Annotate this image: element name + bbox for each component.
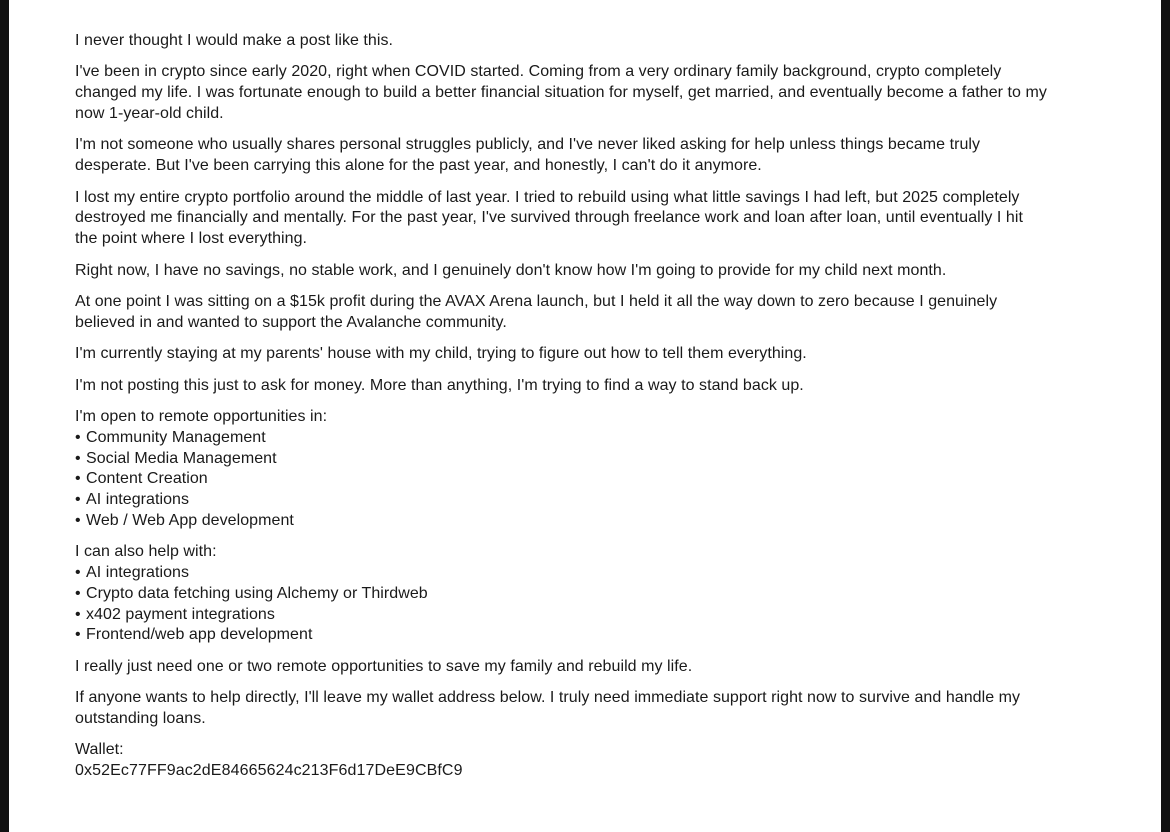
help-with-list (75, 563, 1105, 646)
remote-opportunities-section (75, 407, 1105, 532)
list-item: • AI integrations (75, 563, 1105, 584)
list-item: • Crypto data fetching using Alchemy or Thirdweb (75, 584, 1105, 605)
paragraph-struggles: I'm not someone who usually shares personal struggles publicly, and I've never liked asking for help unless things became truly desperate. But I've been carrying this alone for the past year, and honestly, I can't do it anymore. (75, 136, 981, 175)
paragraph-opening: I never thought I would make a post like this. (75, 32, 394, 49)
help-with-heading: I can also help with: (75, 543, 217, 561)
remote-opportunities-heading: I'm open to remote opportunities in: (75, 407, 328, 425)
right-dark-edge (1161, 0, 1170, 832)
paragraph-wallet-intro: If anyone wants to help directly, I'll leave my wallet address below. I truly need immediate support right now to survive and handle my outstanding loans. (75, 689, 1021, 728)
list-item: • Social Media Management (75, 449, 1105, 470)
list-item: • Web / Web App development (75, 511, 1105, 532)
paragraph-loss: I lost my entire crypto portfolio around the middle of last year. I tried to rebuild using what little savings I had left, but 2025 completely destroyed me financially and mentally. For the past year, I've survived through freelance work and loan after loan, until eventually I hit the point where I lost everything. (75, 188, 1023, 248)
remote-opportunities-list (75, 428, 1105, 532)
list-item: • x402 payment integrations (75, 605, 1105, 626)
left-dark-edge (0, 0, 9, 832)
list-item: • Frontend/web app development (75, 625, 1105, 646)
paragraph-need-opportunities: I really just need one or two remote opportunities to save my family and rebuild my life. (75, 657, 693, 675)
help-with-section (75, 542, 1105, 646)
wallet-section (75, 740, 1105, 782)
list-item: • Content Creation (75, 469, 1105, 490)
paragraph-stand-back-up: I'm not posting this just to ask for money. More than anything, I'm trying to find a way to stand back up. (75, 376, 804, 394)
paragraph-background: I've been in crypto since early 2020, right when COVID started. Coming from a very ordinary family background, crypto completely changed my life. I was fortunate enough to build a better financial situation for myself, get married, and eventually become a father to my now 1-year-old child. (75, 63, 1047, 122)
list-item: • AI integrations (75, 490, 1105, 511)
list-item: • Community Management (75, 428, 1105, 449)
paragraph-parents-house: I'm currently staying at my parents' house with my child, trying to figure out how to tell them everything. (75, 345, 807, 363)
paragraph-current-situation: Right now, I have no savings, no stable work, and I genuinely don't know how I'm going to provide for my child next month. (75, 261, 947, 279)
paragraph-avax-arena: At one point I was sitting on a $15k profit during the AVAX Arena launch, but I held it all the way down to zero because I genuinely believed in and wanted to support the Avalanche community. (75, 292, 998, 331)
post-document (75, 31, 1105, 782)
wallet-address: 0x52Ec77FF9ac2dE84665624c213F6d17DeE9CBfC9 (75, 762, 463, 780)
wallet-label: Wallet: (75, 741, 124, 759)
